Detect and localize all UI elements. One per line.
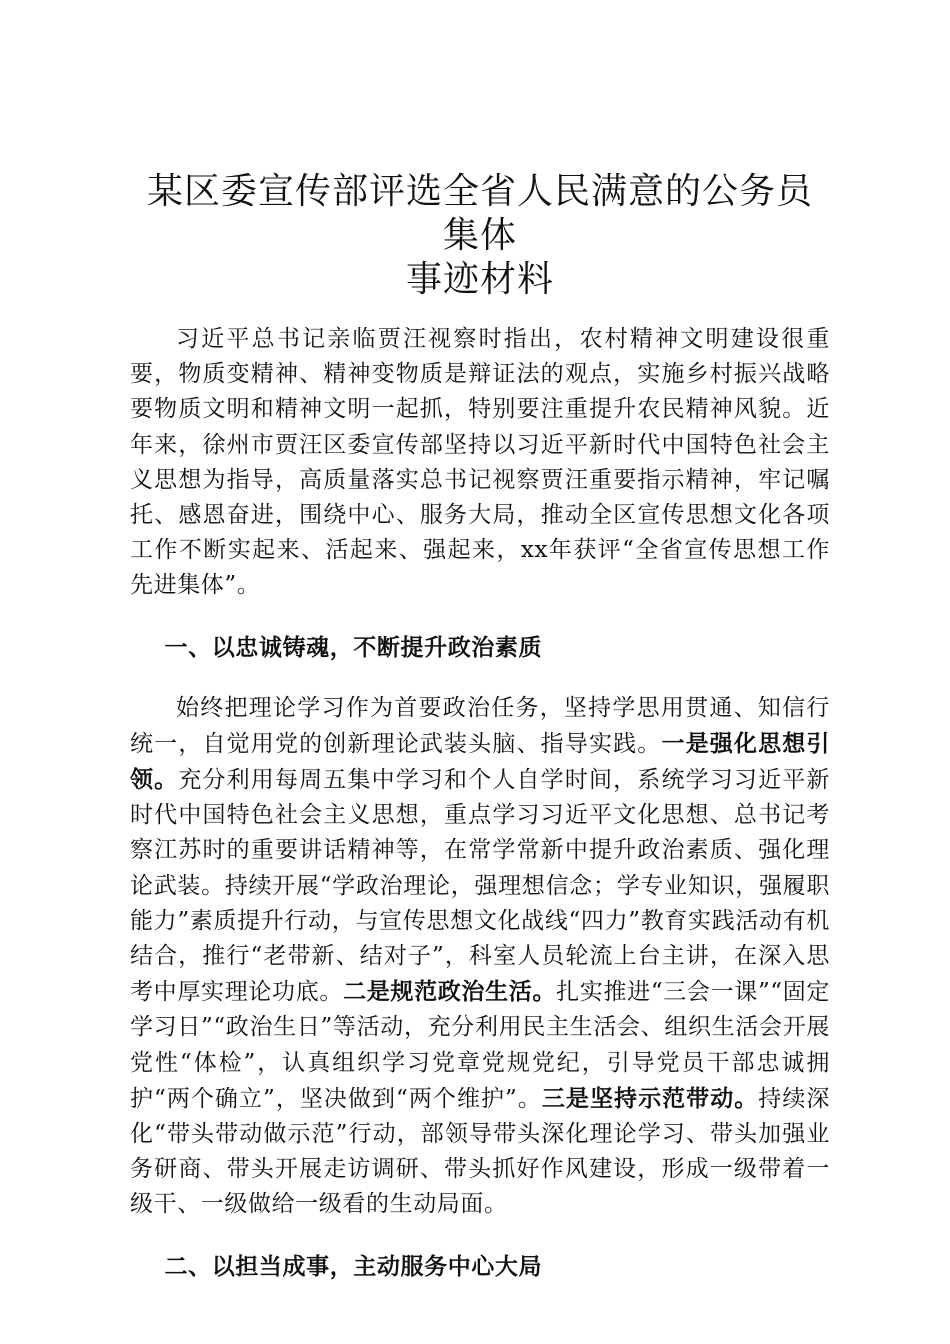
document-title xyxy=(130,170,830,302)
section-1-text-a: 始终把理论学习作为首要政治任务，坚持学思用贯通、知信行统一，自觉用党的创新理论武装头脑、指导实践。 xyxy=(130,694,830,757)
intro-paragraph: 习近平总书记亲临贾汪视察时指出，农村精神文明建设很重要，物质变精神、精神变物质是辩证法的观点，实施乡村振兴战略要物质文明和精神文明一起抓，特别要注重提升农民精神风貌。近年来，徐州市贾汪区委宣传部坚持以习近平新时代中国特色社会主义思想为指导，高质量落实总书记视察贾汪重要指示精神，牢记嘱托、感恩奋进，围绕中心、服务大局，推动全区宣传思想文化各项工作不断实起来、活起来、强起来，xx年获评“全省宣传思想工作先进集体”。 xyxy=(130,326,830,599)
title-line-2: 事迹材料 xyxy=(405,259,554,300)
section-1-text-b: 充分利用每周五集中学习和个人自学时间，系统学习习近平新时代中国特色社会主义思想，重点学习习近平文化思想、总书记考察江苏时的重要讲话精神等，在常学常新中提升政治素质、强化理论武装。持续开展“学政治理论，强理想信念；学专业知识，强履职能力”素质提升行动，与宣传思想文化战线“四力”教育实践活动有机结合，推行“老带新、结对子”，科室人员轮流上台主讲，在深入思考中厚实理论功底。 xyxy=(130,767,831,1006)
bold-point-1: 一是强化思想引领。 xyxy=(130,729,830,794)
section-2-heading: 二、以担当成事，主动服务中心大局 xyxy=(164,1252,543,1280)
title-line-1: 某区委宣传部评选全省人民满意的公务员集体 xyxy=(146,171,813,256)
document-page xyxy=(130,170,830,1310)
section-1-paragraph xyxy=(130,691,830,1223)
bold-point-2: 二是规范政治生活。 xyxy=(343,978,557,1006)
section-1-text-c: 扎实推进“三会一课”“固定学习日”“政治生日”等活动，充分利用民主生活会、组织生活会开展党性“体检”，认真组织学习党章党规党纪，引导党员干部忠诚拥护“两个确立”，坚决做到“两个维护”。 xyxy=(130,979,831,1112)
section-1-heading: 一、以忠诚铸魂，不断提升政治素质 xyxy=(164,633,543,661)
bold-point-3: 三是坚持示范带动。 xyxy=(541,1084,759,1112)
section-1-text-d: 持续深化“带头带动做示范”行动，部领导带头深化理论学习、带头加强业务研商、带头开展走访调研、带头抓好作风建设，形成一级带着一级干、一级做给一级看的生动局面。 xyxy=(130,1085,830,1218)
